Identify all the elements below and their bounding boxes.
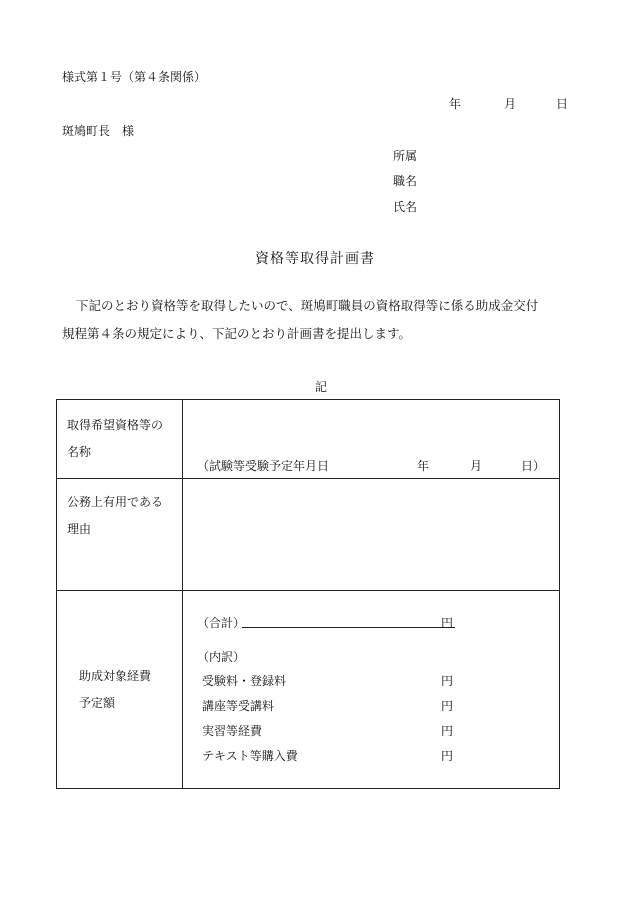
exam-month-label: 月 xyxy=(470,459,483,473)
document-title: 資格等取得計画書 xyxy=(255,251,375,267)
expense-item-label: テキスト等購入費 xyxy=(202,749,298,763)
plan-table xyxy=(56,399,560,789)
addressee: 斑鳩町長 様 xyxy=(62,124,135,138)
table-row xyxy=(57,591,560,789)
exam-date-prefix: （試験等受験予定年月日 xyxy=(197,459,330,473)
expense-field xyxy=(183,591,560,789)
label-line: 取得希望資格等の xyxy=(67,418,164,432)
label-line: 理由 xyxy=(67,522,92,536)
total-amount-input[interactable] xyxy=(242,627,455,628)
expense-item-label: 受験料・登録料 xyxy=(202,674,287,688)
table-row xyxy=(57,400,560,479)
expense-item-label: 講座等受講料 xyxy=(202,699,275,713)
table-row xyxy=(57,479,560,591)
body-line-2: 規程第４条の規定により、下記のとおり計画書を提出します。 xyxy=(62,326,412,341)
qualification-name-field[interactable] xyxy=(183,400,560,479)
ki-heading: 記 xyxy=(315,380,328,394)
label-line: 名称 xyxy=(67,445,92,459)
date-day-label: 日 xyxy=(556,97,569,111)
expense-yen-unit: 円 xyxy=(441,724,454,738)
usefulness-reason-label-cell xyxy=(57,479,183,591)
total-label: （合計） xyxy=(197,616,246,630)
form-number: 様式第１号（第４条関係） xyxy=(62,70,207,84)
date-month-label: 月 xyxy=(504,97,517,111)
expense-yen-unit: 円 xyxy=(441,749,454,763)
expense-label-cell xyxy=(57,591,183,789)
name-label: 氏名 xyxy=(393,200,418,214)
total-yen-unit: 円 xyxy=(441,616,454,630)
expense-yen-unit: 円 xyxy=(441,699,454,713)
qualification-name-label-cell xyxy=(57,400,183,479)
exam-year-label: 年 xyxy=(417,459,430,473)
date-year-label: 年 xyxy=(449,97,462,111)
exam-day-label: 日） xyxy=(521,459,546,473)
breakdown-label: （内訳） xyxy=(197,650,246,664)
label-line: 公務上有用である xyxy=(67,495,164,509)
expense-item-label: 実習等経費 xyxy=(202,724,263,738)
position-label: 職名 xyxy=(393,174,418,188)
body-paragraph xyxy=(62,292,582,348)
label-line: 予定額 xyxy=(79,696,116,710)
usefulness-reason-field[interactable] xyxy=(183,479,560,591)
affiliation-label: 所属 xyxy=(393,149,418,163)
body-line-1: 下記のとおり資格等を取得したいので、斑鳩町職員の資格取得等に係る助成金交付 xyxy=(76,298,539,313)
label-line: 助成対象経費 xyxy=(79,669,152,683)
expense-yen-unit: 円 xyxy=(441,674,454,688)
